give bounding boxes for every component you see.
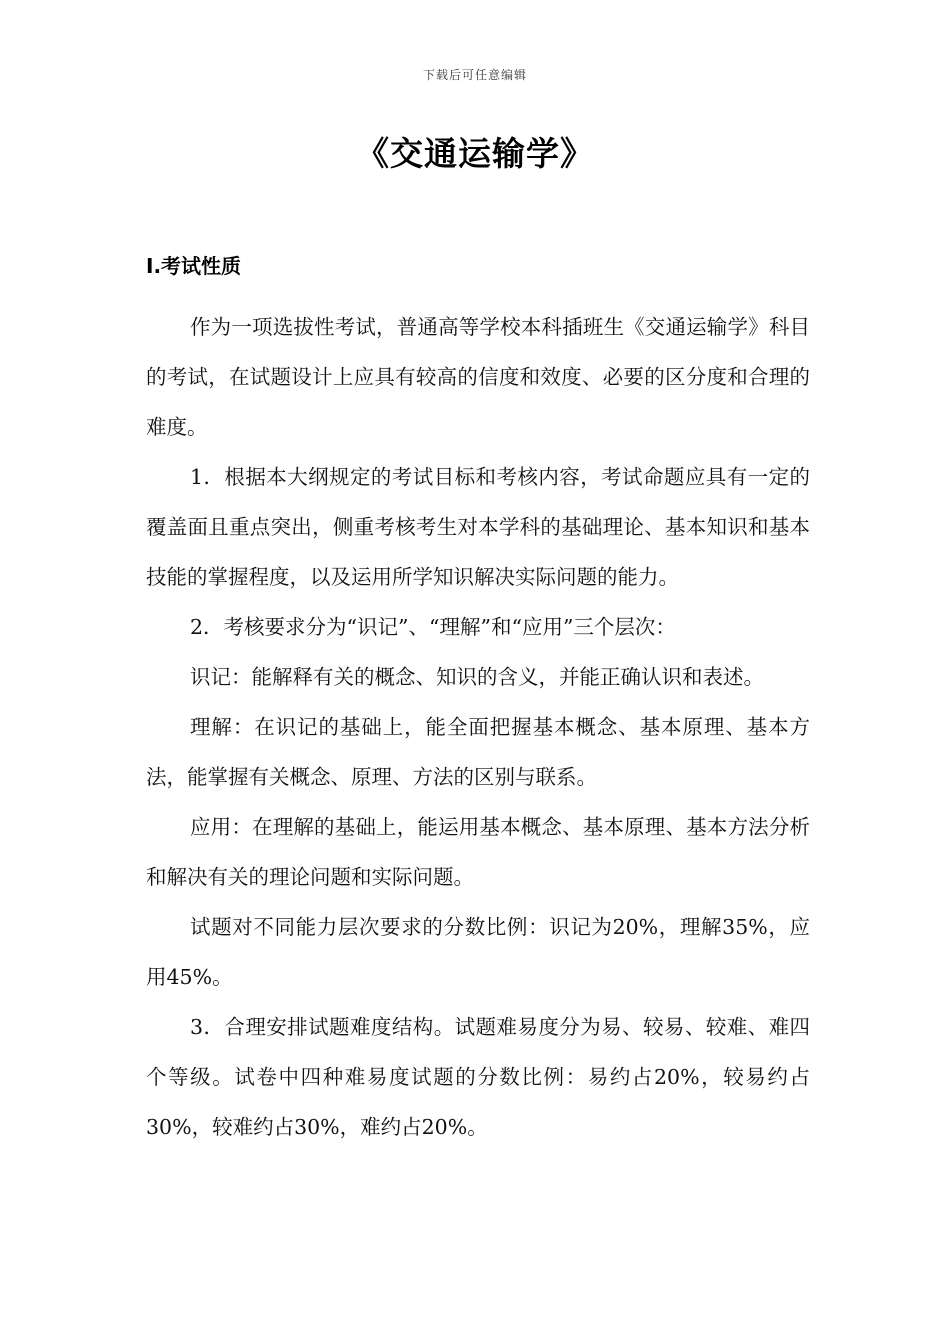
paragraph-item-3: 3．合理安排试题难度结构。试题难易度分为易、较易、较难、难四个等级。试卷中四种难易度试题的分数比例：易约占20%，较易约占30%，较难约占30%，难约占20%。 — [146, 1015, 810, 1139]
paragraph-intro: 作为一项选拔性考试，普通高等学校本科插班生《交通运输学》科目的考试，在试题设计上应具有较高的信度和效度、必要的区分度和合理的难度。 — [146, 315, 810, 439]
paragraph-score-ratio: 试题对不同能力层次要求的分数比例：识记为20%，理解35%，应用45%。 — [146, 915, 810, 989]
header-note: 下载后可任意编辑 — [422, 68, 527, 82]
paragraph-item-2: 2．考核要求分为“识记”、“理解”和“应用”三个层次： — [190, 615, 676, 639]
document-title: 《交通运输学》 — [356, 134, 594, 173]
paragraph-understand: 理解：在识记的基础上，能全面把握基本概念、基本原理、基本方法，能掌握有关概念、原理、方法的区别与联系。 — [146, 715, 810, 789]
paragraph-apply: 应用：在理解的基础上，能运用基本概念、基本原理、基本方法分析和解决有关的理论问题和实际问题。 — [146, 815, 810, 889]
section-heading: Ⅰ.考试性质 — [146, 254, 242, 278]
paragraph-item-1: 1．根据本大纲规定的考试目标和考核内容，考试命题应具有一定的覆盖面且重点突出，侧重考核考生对本学科的基础理论、基本知识和基本技能的掌握程度，以及运用所学知识解决实际问题的能力。 — [146, 465, 810, 589]
body-text — [146, 302, 810, 1152]
paragraph-recall: 识记：能解释有关的概念、知识的含义，并能正确认识和表述。 — [190, 665, 764, 689]
